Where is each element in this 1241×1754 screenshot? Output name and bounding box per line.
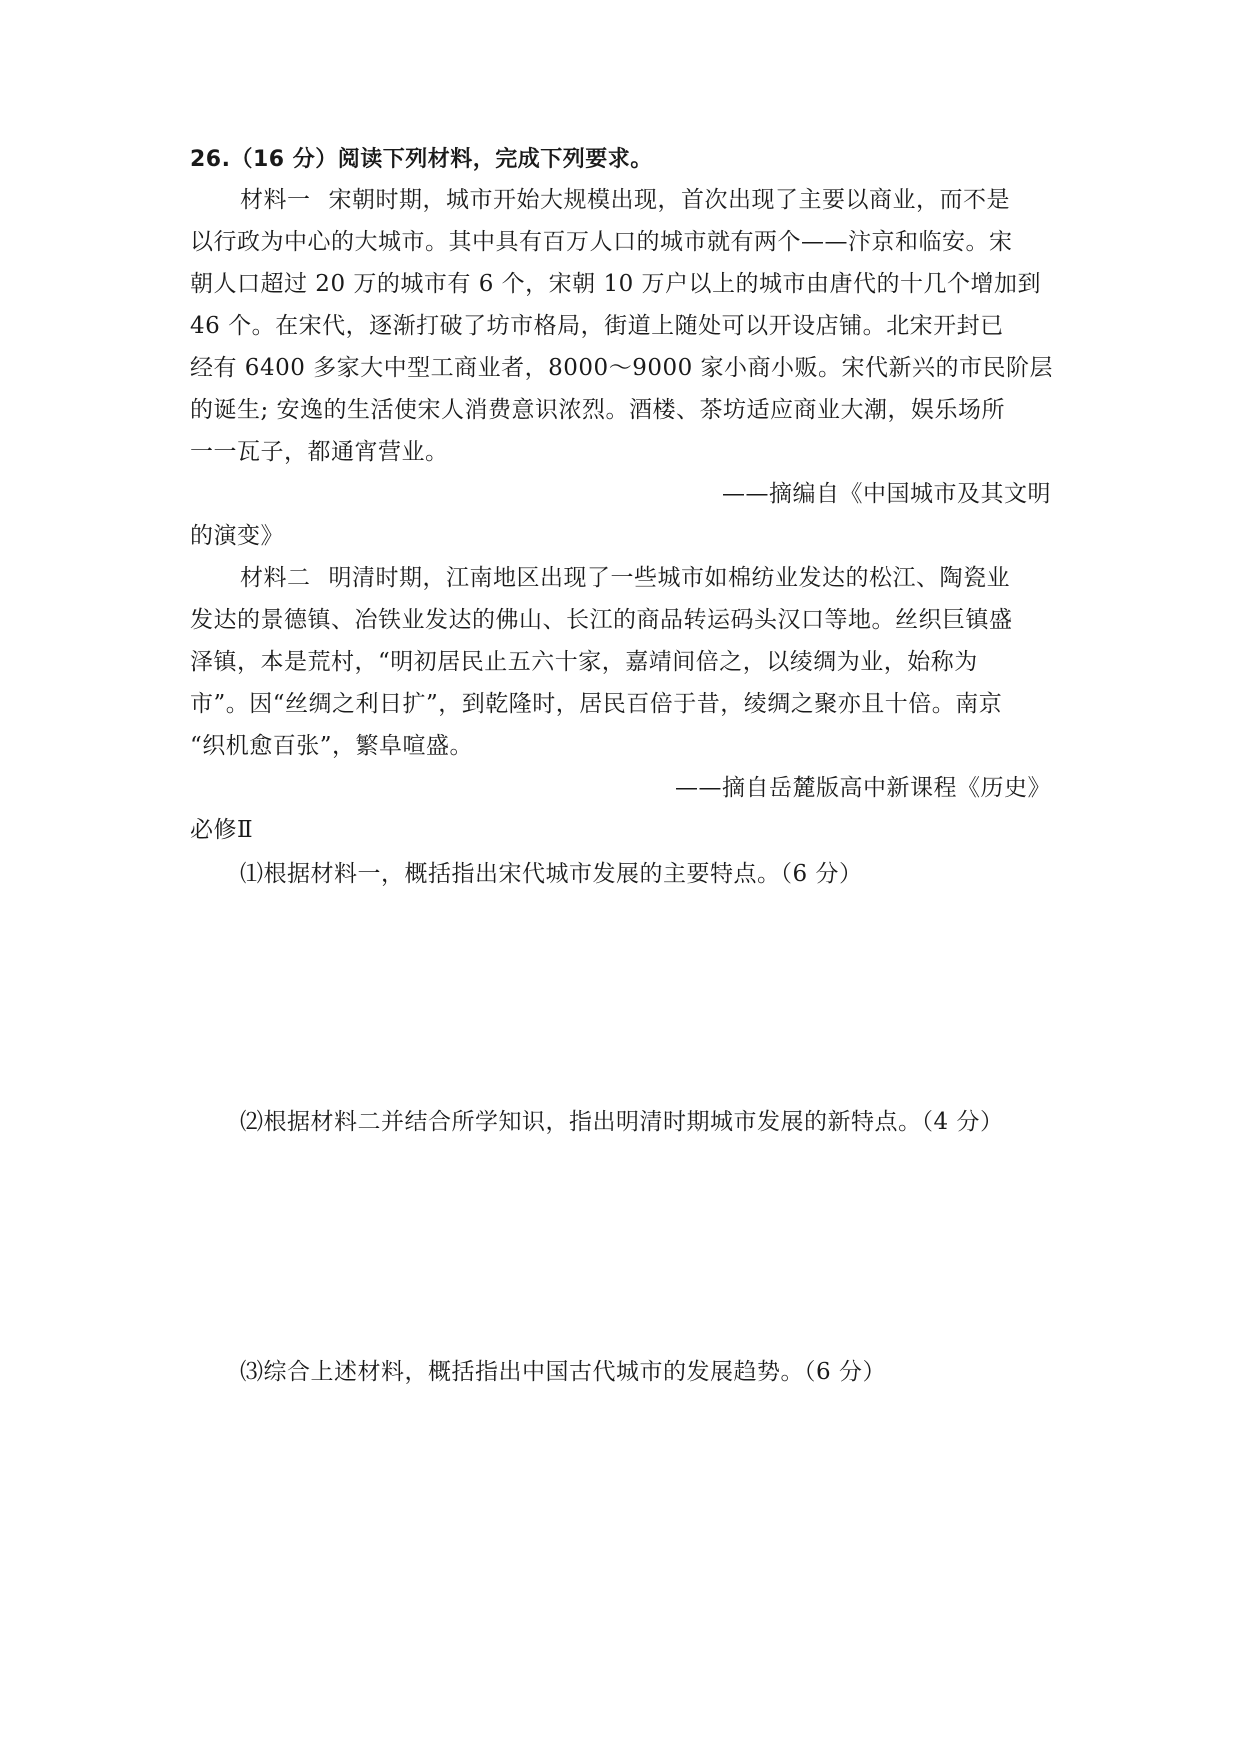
material2-text: “织机愈百张”，繁阜喧盛。 [190, 733, 474, 759]
material1-first-line [240, 183, 1070, 217]
material1-text: 朝人口超过 20 万的城市有 6 个，宋朝 10 万户以上的城市由唐代的十几个增加到 [190, 271, 1042, 297]
material2-text: 发达的景德镇、冶铁业发达的佛山、长江的商品转运码头汉口等地。丝织巨镇盛 [190, 607, 1013, 633]
material2-source-cont: 必修Ⅱ [190, 817, 254, 843]
material1-text: 宋朝时期，城市开始大规模出现，首次出现了主要以商业，而不是 [328, 187, 1010, 213]
sub-question-1: ⑴根据材料一，概括指出宋代城市发展的主要特点。（6 分） [240, 861, 863, 887]
material1-text: 46 个。在宋代，逐渐打破了坊市格局，街道上随处可以开设店铺。北宋开封已 [190, 313, 1004, 339]
material1-source: ——摘编自《中国城市及其文明 [722, 481, 1051, 507]
sub-question-3: ⑶综合上述材料，概括指出中国古代城市的发展趋势。（6 分） [240, 1359, 886, 1385]
material2-text: 泽镇，本是荒村，“明初居民止五六十家，嘉靖间倍之，以绫绸为业，始称为 [190, 649, 978, 675]
material1-source-cont: 的演变》 [190, 523, 284, 549]
material2-text: 明清时期，江南地区出现了一些城市如棉纺业发达的松江、陶瓷业 [328, 565, 1010, 591]
material2-first-line [240, 561, 1070, 595]
material2-text: 市”。因“丝绸之利日扩”，到乾隆时，居民百倍于昔，绫绸之聚亦且十倍。南京 [190, 691, 1003, 717]
sub-question-2: ⑵根据材料二并结合所学知识，指出明清时期城市发展的新特点。（4 分） [240, 1109, 1004, 1135]
material1-text: 一一瓦子，都通宵营业。 [190, 439, 449, 465]
material1-text: 以行政为中心的大城市。其中具有百万人口的城市就有两个——汴京和临安。宋 [190, 229, 1013, 255]
material2-source: ——摘自岳麓版高中新课程《历史》 [675, 775, 1051, 801]
material1-text: 经有 6400 多家大中型工商业者，8000～9000 家小商小贩。宋代新兴的市民阶层 [190, 355, 1054, 381]
material1-text: 的诞生; 安逸的生活使宋人消费意识浓烈。酒楼、茶坊适应商业大潮，娱乐场所 [190, 397, 1006, 423]
question-heading: 26.（16 分）阅读下列材料，完成下列要求。 [190, 147, 653, 172]
material1-label: 材料一 [240, 187, 311, 213]
material2-label: 材料二 [240, 565, 311, 591]
